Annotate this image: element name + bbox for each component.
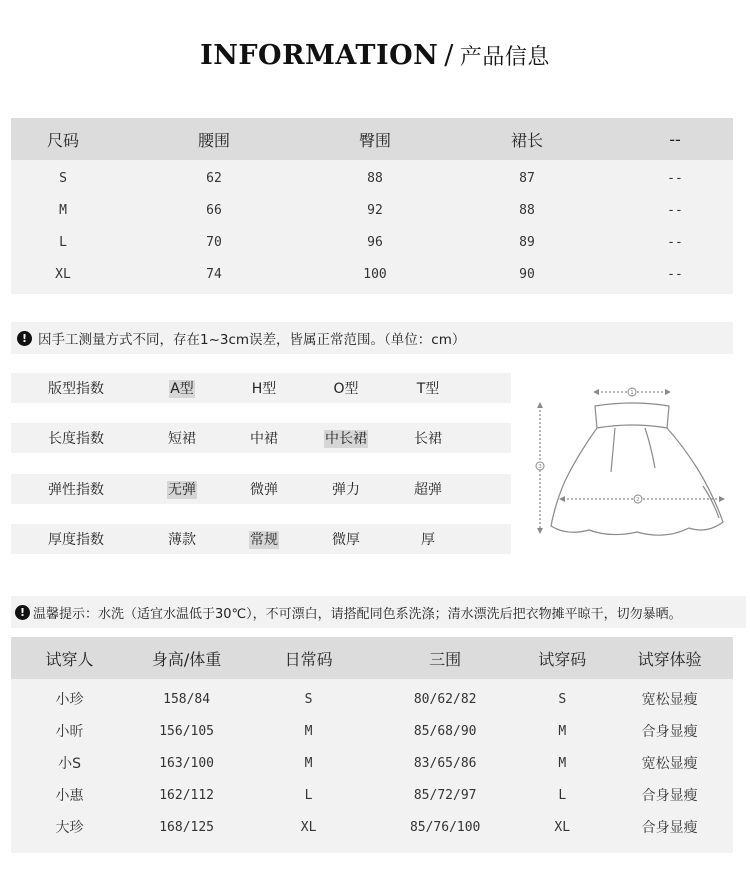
- index-option: 超弹: [414, 482, 442, 498]
- index-option-selected: 常规: [250, 532, 278, 548]
- index-option: 薄款: [168, 532, 196, 548]
- cell: M: [558, 723, 567, 739]
- thickness-index-row: [11, 524, 511, 554]
- index-option: 短裙: [168, 431, 196, 447]
- index-option-selected: 中长裙: [325, 431, 367, 447]
- measurement-note: [11, 322, 733, 354]
- index-option: 厚: [421, 532, 435, 548]
- tryon-header-daily-size: 日常码: [284, 649, 333, 669]
- index-option: O型: [333, 381, 359, 397]
- fold-line: [703, 486, 719, 518]
- cell: 96: [367, 234, 383, 250]
- title-cn: 产品信息: [459, 45, 550, 70]
- index-option: 微厚: [332, 532, 360, 548]
- cell: --: [667, 266, 683, 282]
- cell: 小惠: [55, 788, 84, 804]
- cell: 合身显瘦: [641, 788, 698, 804]
- arrow-head: [537, 528, 543, 534]
- cell: 100: [363, 266, 387, 282]
- tryon-header-measurements: 三围: [429, 649, 462, 669]
- fold-line: [611, 428, 615, 472]
- tryon-header-model: 试穿人: [45, 649, 94, 669]
- cell: 80/62/82: [413, 691, 477, 707]
- arrow-head: [537, 402, 543, 408]
- cell: S: [304, 691, 313, 707]
- cell: 小珍: [55, 692, 84, 708]
- cell: 62: [206, 170, 222, 186]
- cell: 158/84: [163, 691, 211, 707]
- cell: 156/105: [159, 723, 215, 739]
- table-row: [11, 715, 733, 747]
- page-title: [0, 40, 750, 71]
- cell: 66: [206, 202, 222, 218]
- cell: XL: [55, 266, 71, 282]
- cell: 163/100: [159, 755, 215, 771]
- index-option-selected: A型: [170, 381, 194, 397]
- cell: XL: [554, 819, 571, 835]
- index-label: 厚度指数: [48, 532, 104, 548]
- cell: 90: [519, 266, 535, 282]
- tryon-table: [11, 637, 733, 853]
- cell: 大珍: [55, 820, 84, 836]
- arrow-head: [719, 496, 725, 502]
- cell: 70: [206, 234, 222, 250]
- cell: 162/112: [159, 787, 215, 803]
- cell: 合身显瘦: [641, 724, 698, 740]
- size-header-waist: 腰围: [197, 130, 230, 150]
- exclamation-icon: !: [17, 331, 32, 346]
- tryon-header-experience: 试穿体验: [637, 649, 702, 669]
- tryon-header-tried-size: 试穿码: [538, 649, 587, 669]
- cell: 168/125: [159, 819, 215, 835]
- cell: 宽松显瘦: [641, 692, 698, 708]
- size-table-body: [11, 160, 733, 294]
- cell: 92: [367, 202, 383, 218]
- table-row: [11, 779, 733, 811]
- size-header-hip: 臀围: [358, 130, 391, 150]
- elasticity-index-row: [11, 474, 511, 504]
- fit-index-row: [11, 373, 511, 403]
- table-row: [11, 162, 733, 194]
- cell: --: [667, 202, 683, 218]
- table-row: [11, 683, 733, 715]
- cell: S: [558, 691, 567, 707]
- table-row: [11, 258, 733, 290]
- cell: 87: [519, 170, 535, 186]
- index-label: 弹性指数: [48, 482, 104, 498]
- cell: M: [304, 723, 313, 739]
- cell: --: [667, 170, 683, 186]
- index-option-selected: 无弹: [168, 482, 196, 498]
- cell: 83/65/86: [413, 755, 477, 771]
- cell: 小昕: [55, 724, 84, 740]
- cell: XL: [300, 819, 317, 835]
- cell: 74: [206, 266, 222, 282]
- size-header-size: 尺码: [46, 130, 79, 150]
- skirt-diagram-svg: [527, 376, 733, 554]
- table-row: [11, 226, 733, 258]
- index-option: 中裙: [250, 431, 278, 447]
- tip-text: 温馨提示：水洗（适宜水温低于30℃），不可漂白，请搭配同色系洗涤；清水漂洗后把衣物摊平晾干，切勿暴晒。: [33, 606, 682, 622]
- cell: 88: [367, 170, 383, 186]
- cell: M: [59, 202, 67, 218]
- tryon-table-header: [11, 637, 733, 679]
- index-option: T型: [416, 381, 440, 397]
- table-row: [11, 194, 733, 226]
- skirt-body-shape: [551, 428, 723, 535]
- size-header-extra: --: [669, 129, 681, 149]
- cell: 宽松显瘦: [641, 756, 698, 772]
- cell: M: [558, 755, 567, 771]
- cell: M: [304, 755, 313, 771]
- skirt-measurement-diagram: [527, 376, 733, 554]
- index-option: 弹力: [332, 482, 360, 498]
- marker-label: 1: [630, 390, 634, 396]
- note-text: 因手工测量方式不同，存在1~3cm误差，皆属正常范围。（单位：cm）: [38, 332, 466, 348]
- fold-line: [645, 428, 655, 468]
- length-index-row: [11, 423, 511, 453]
- cell: 合身显瘦: [641, 820, 698, 836]
- table-row: [11, 747, 733, 779]
- cell: L: [304, 787, 313, 803]
- arrow-head: [559, 496, 565, 502]
- title-slash: /: [444, 40, 454, 71]
- waistband-shape: [595, 403, 669, 428]
- care-tip: [11, 596, 746, 628]
- table-row: [11, 811, 733, 843]
- cell: 85/76/100: [409, 819, 481, 835]
- arrow-head: [593, 389, 599, 395]
- cell: 88: [519, 202, 535, 218]
- index-option: 微弹: [250, 482, 278, 498]
- index-label: 长度指数: [48, 431, 104, 447]
- size-table: [11, 118, 733, 294]
- index-option: H型: [251, 381, 277, 397]
- title-en: INFORMATION: [200, 40, 439, 71]
- cell: 89: [519, 234, 535, 250]
- arrow-head: [665, 389, 671, 395]
- cell: L: [558, 787, 567, 803]
- exclamation-icon: !: [15, 605, 30, 620]
- size-header-length: 裙长: [510, 130, 543, 150]
- cell: L: [59, 234, 67, 250]
- cell: 85/72/97: [413, 787, 477, 803]
- cell: --: [667, 234, 683, 250]
- tryon-table-body: [11, 679, 733, 853]
- size-table-header: [11, 118, 733, 160]
- cell: 小S: [58, 756, 81, 772]
- cell: 85/68/90: [413, 723, 477, 739]
- marker-label: 2: [636, 497, 640, 503]
- index-option: 长裙: [414, 431, 442, 447]
- marker-label: 3: [538, 464, 542, 470]
- tryon-header-height-weight: 身高/体重: [151, 649, 222, 669]
- cell: S: [59, 170, 67, 186]
- index-label: 版型指数: [48, 381, 104, 397]
